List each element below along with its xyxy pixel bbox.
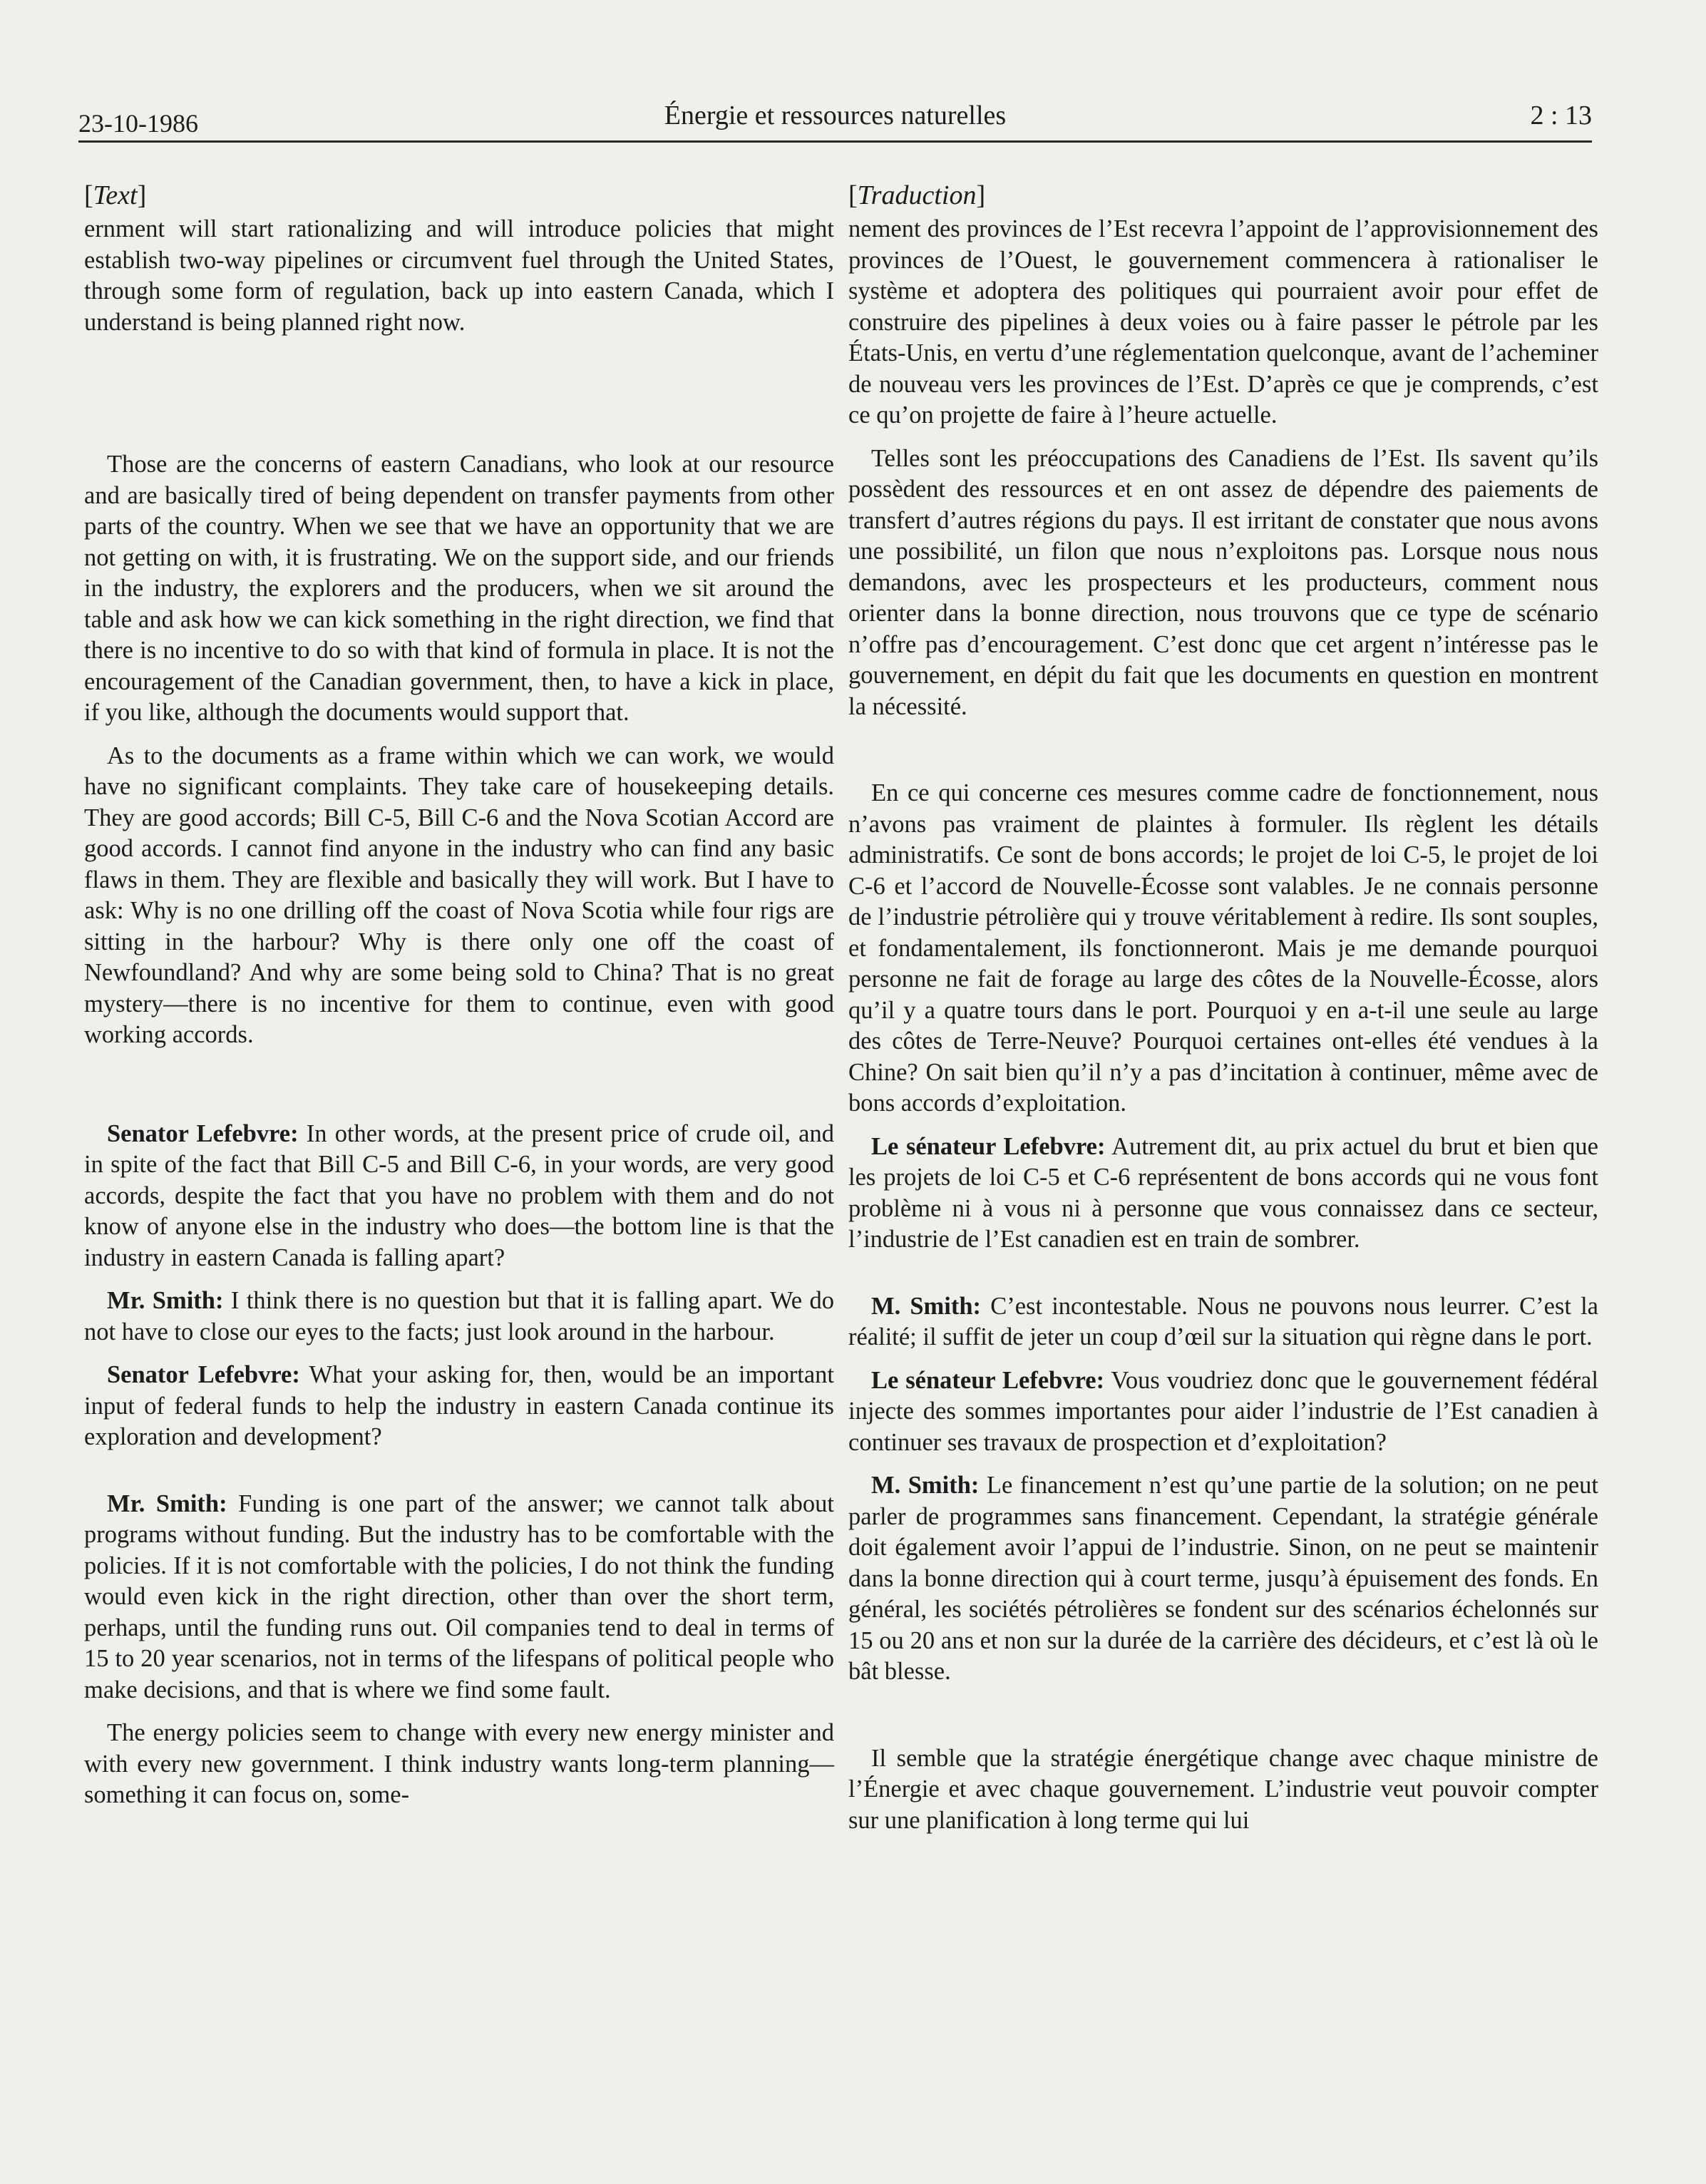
dialogue-paragraph: Le sénateur Lefebvre: Autrement dit, au prix actuel du brut et bien que les projets de loi C-5 et C-6 représentent de bons accords qui ne vous font problème ni à vous ni à personne que vous connaissez dans ce secteur, l’industrie de l’Est canadien est en train de sombrer. [848,1132,1598,1253]
header-rule [78,140,1592,143]
column-tag: [Traduction] [848,180,986,210]
english-column [84,178,834,1811]
dialogue-paragraph: Senator Lefebvre: What your asking for, then, would be an important input of federal funds to help the industry in eastern Canada continue its exploration and development? [84,1361,834,1450]
dialogue-paragraph: M. Smith: Le financement n’est qu’une partie de la solution; on ne peut parler de programmes sans financement. Cependant, la stratégie générale doit également avoir l’appui de l’industrie. Sinon, on ne peut se maintenir dans la bonne direction qui à court terme, jusqu’à épuisement des fonds. En général, les sociétés pétrolières se fondent sur des scénarios échelonnés sur 15 ou 20 ans et non sur la durée de la carrière des décideurs, et c’est là où le bât blesse. [848,1472,1598,1685]
dialogue-paragraph: Mr. Smith: Funding is one part of the answer; we cannot talk about programs without funding. But the industry has to be comfortable with the policies. If it is not comfortable with the policies, I do not think the funding would even kick in the right direction, other than over the short term, perhaps, until the funding runs out. Oil companies tend to deal in terms of 15 to 20 year scenarios, not in terms of the lifespans of political people who make decisions, and that is where we find some fault. [84,1490,834,1703]
speaker-name: Senator Lefebvre: [107,1361,300,1388]
paragraph: The energy policies seem to change with every new energy minister and with every new government. I think industry wants long-term planning—something it can focus on, some- [84,1719,834,1808]
speaker-name: Le sénateur Lefebvre: [871,1366,1105,1394]
paragraph: Telles sont les préoccupations des Canadiens de l’Est. Ils savent qu’ils possèdent des ressources et en ont assez de dépendre des paiements de transfert d’autres régions du pays. Il est irritant de constater que nous avons une possibilité, un filon que nous n’exploitons pas. Lorsque nous nous demandons, avec les prospecteurs et les producteurs, comment nous orienter dans la bonne direction, nous trouvons que ce type de scénario n’offre pas d’encouragement. C’est donc que cet argent n’intéresse pas le gouvernement, en dépit du fait que les documents en question en montrent la nécessité. [848,444,1598,720]
speaker-name: Mr. Smith: [107,1490,227,1517]
paragraph: En ce qui concerne ces mesures comme cadre de fonctionnement, nous n’avons pas vraiment de plaintes à formuler. Ils règlent les détails administratifs. Ce sont de bons accords; le projet de loi C-5, le projet de loi C-6 et l’accord de Nouvelle-Écosse sont valables. Je ne connais personne de l’industrie pétrolière qui y trouve véritablement à redire. Ils sont souples, et fondamentalement, ils fonctionneront. Mais je me demande pourquoi personne ne fait de forage au large des côtes de la Nouvelle-Écosse, alors qu’il y a quatre tours dans le port. Pourquoi y en a-t-il une seule au large des côtes de Terre-Neuve? Pourquoi certaines ont-elles été vendues à la Chine? On sait bien qu’il n’y a pas d’incitation à continuer, même avec de bons accords d’exploitation. [848,779,1598,1117]
speaker-name: Senator Lefebvre: [107,1119,299,1147]
speaker-name: M. Smith: [871,1292,982,1320]
header-date: 23-10-1986 [78,109,198,138]
dialogue-paragraph: Le sénateur Lefebvre: Vous voudriez donc que le gouvernement fédéral injecte des sommes importantes pour aider l’industrie de l’Est canadien à continuer ses travaux de prospection et d’exploitation? [848,1366,1599,1456]
page-header [78,100,1592,143]
speaker-name: M. Smith: [871,1472,980,1499]
dialogue-paragraph: M. Smith: C’est incontestable. Nous ne pouvons nous leurrer. C’est la réalité; il suffit de jeter un coup d’œil sur la situation qui règne dans le port. [848,1292,1598,1350]
column-tag: [Text] [84,180,147,210]
paragraph: nement des provinces de l’Est recevra l’appoint de l’approvisionnement des provinces de l’Ouest, le gouvernement commencera à rationaliser le système et adoptera des politiques qui pourraient avoir pour effet de construire des pipelines à deux voies ou à faire passer le pétrole par les États-Unis, en vertu d’une réglementation quelconque, avant de l’acheminer de nouveau vers les provinces de l’Est. D’après ce que je comprends, c’est ce qu’on projette de faire à l’heure actuelle. [848,215,1598,429]
dialogue-paragraph: Mr. Smith: I think there is no question but that it is falling apart. We do not have to close our eyes to the facts; just look around in the harbour. [84,1287,834,1345]
paragraph: Il semble que la stratégie énergétique change avec chaque ministre de l’Énergie et avec chaque gouvernement. L’industrie veut pouvoir compter sur une planification à long terme qui lui [848,1744,1598,1834]
header-title: Énergie et ressources naturelles [664,101,1007,130]
dialogue-paragraph: Senator Lefebvre: In other words, at the present price of crude oil, and in spite of the fact that Bill C-5 and Bill C-6, in your words, are very good accords, despite the fact that you have no problem with them and do not know of anyone else in the industry who does—the bottom line is that the industry in eastern Canada is falling apart? [84,1119,834,1271]
paragraph: Those are the concerns of eastern Canadians, who look at our resource and are basically tired of being dependent on transfer payments from other parts of the country. When we see that we have an opportunity that we are not getting on with, it is frustrating. We on the support side, and our friends in the industry, the explorers and the producers, when we sit around the table and ask how we can kick something in the right direction, we find that there is no incentive to do so with that kind of formula in place. It is not the encouragement of the Canadian government, then, to have a kick in place, if you like, although the documents would support that. [84,451,834,726]
paragraph: ernment will start rationalizing and will introduce policies that might establish two-way pipelines or circumvent fuel through the United States, through some form of regulation, back up into eastern Canada, which I understand is being planned right now. [84,215,834,336]
paragraph: As to the documents as a frame within which we can work, we would have no significant complaints. They take care of housekeeping details. They are good accords; Bill C-5, Bill C-6 and the Nova Scotian Accord are good accords. I cannot find anyone in the industry who can find any basic flaws in them. They are flexible and basically they will work. But I have to ask: Why is no one drilling off the coast of Nova Scotia while four rigs are sitting in the harbour? Why is there only one off the coast of Newfoundland? And why are some being sold to China? That is no great mystery—there is no incentive for them to continue, even with good working accords. [84,742,834,1048]
french-column [848,178,1598,1836]
speaker-name: Le sénateur Lefebvre: [871,1132,1106,1160]
speaker-name: Mr. Smith: [107,1287,224,1314]
header-page-number: 2 : 13 [1530,101,1592,130]
